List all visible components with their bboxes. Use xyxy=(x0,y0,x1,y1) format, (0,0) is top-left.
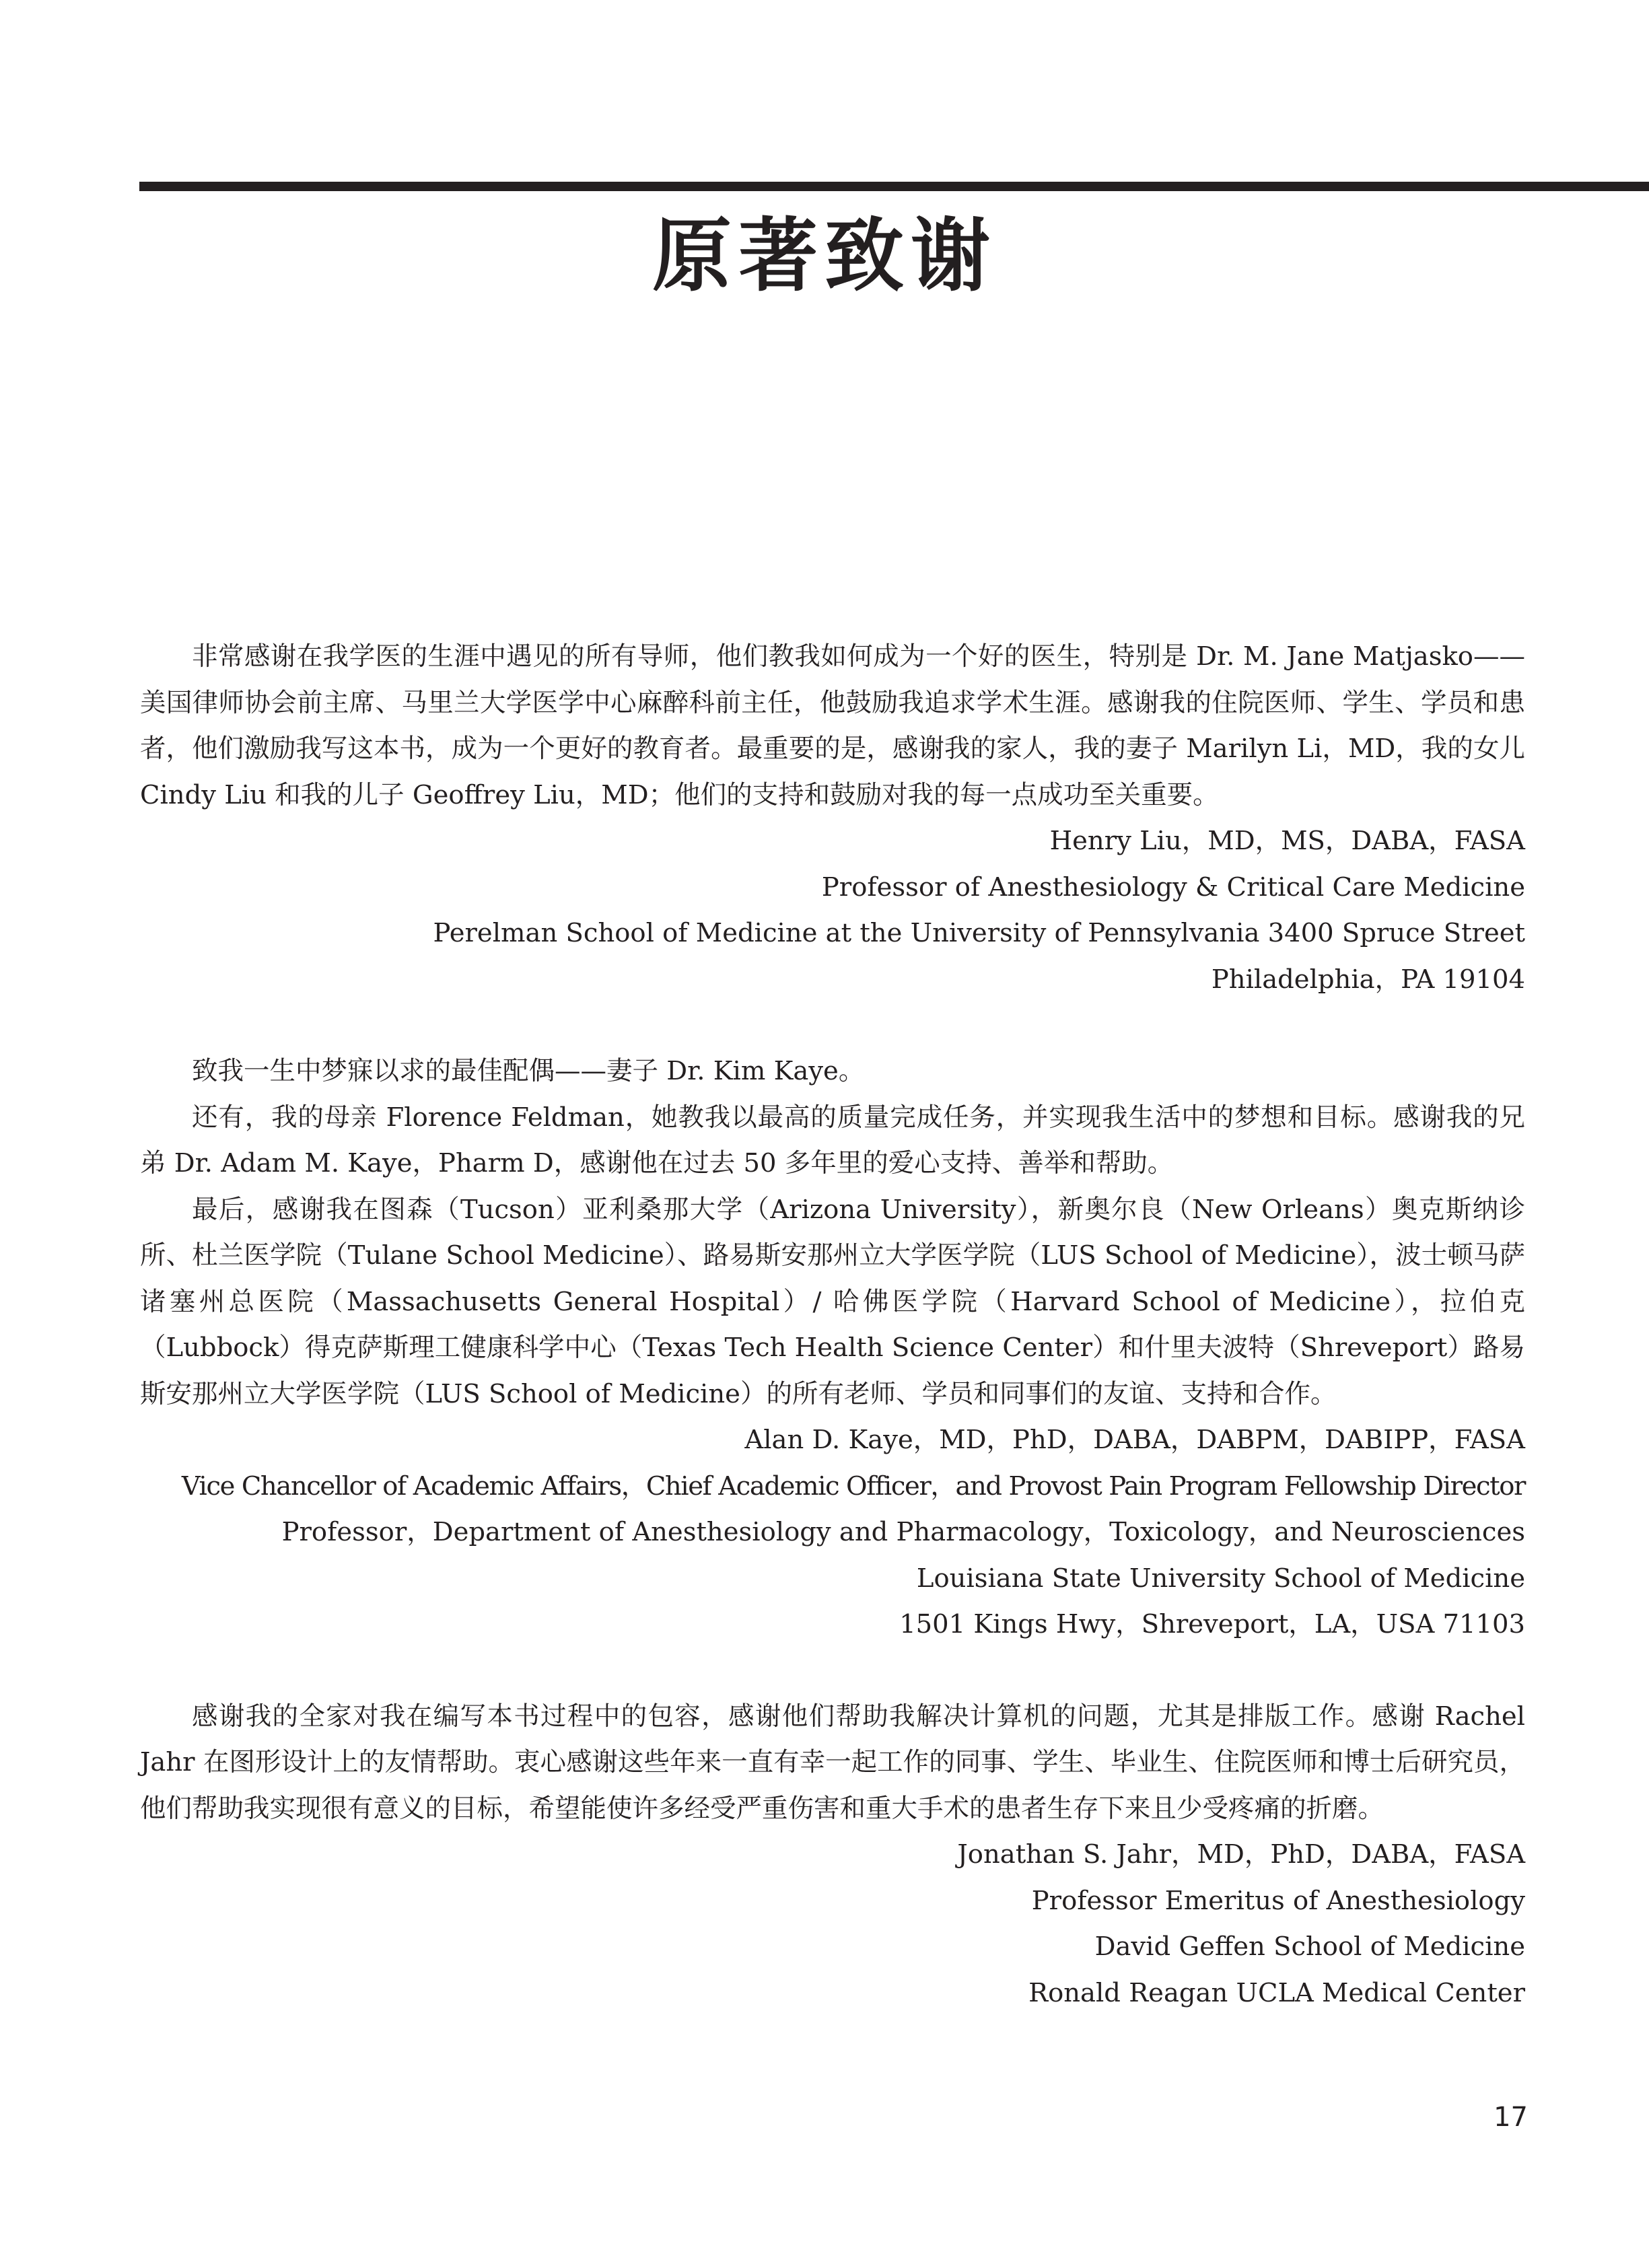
signature-block-kaye xyxy=(140,1417,1525,1648)
signature-institution-kaye: Louisiana State University School of Medicine xyxy=(916,1563,1525,1594)
signature-title-kaye: Vice Chancellor of Academic Affairs，Chief Academic Officer，and Provost Pain Program Fellowship Director xyxy=(181,1470,1525,1501)
signature-name-kaye: Alan D. Kaye，MD，PhD，DABA，DABPM，DABIPP，FASA xyxy=(744,1425,1525,1455)
header-rule xyxy=(139,182,1649,191)
signature-title-liu: Professor of Anesthesiology & Critical Care Medicine xyxy=(821,872,1525,902)
signature-address-kaye: 1501 Kings Hwy，Shreveport，LA，USA 71103 xyxy=(899,1609,1525,1639)
signature-institution-liu: Perelman School of Medicine at the University of Pennsylvania 3400 Spruce Street xyxy=(433,918,1525,948)
ack-paragraph-kaye-3: 最后，感谢我在图森（Tucson）亚利桑那大学（Arizona University），新奥尔良（New Orleans）奥克斯纳诊所、杜兰医学院（Tulane School Medicine）、路易斯安那州立大学医学院（LUS School of Medicine），波士顿马萨诸塞州总医院（Massachusetts General Hospital）/ 哈佛医学院（Harvard School of Medicine），拉伯克（Lubbock）得克萨斯理工健康科学中心（Texas Tech Health Science Center）和什里夫波特（Shreveport）路易斯安那州立大学医学院（LUS School of Medicine）的所有老师、学员和同事们的友谊、支持和合作。 xyxy=(140,1194,1525,1409)
ack-paragraph-jahr: 感谢我的全家对我在编写本书过程中的包容，感谢他们帮助我解决计算机的问题，尤其是排版工作。感谢 Rachel Jahr 在图形设计上的友情帮助。衷心感谢这些年来一直有幸一起工作的同事、学生、毕业生、住院医师和博士后研究员，他们帮助我实现很有意义的目标，希望能使许多经受严重伤害和重大手术的患者生存下来且少受疼痛的折磨。 xyxy=(140,1701,1525,1824)
page-number: 17 xyxy=(1494,2102,1528,2133)
signature-department-kaye: Professor，Department of Anesthesiology and Pharmacology，Toxicology，and Neurosciences xyxy=(281,1517,1525,1547)
signature-title-jahr: Professor Emeritus of Anesthesiology xyxy=(1031,1885,1525,1916)
ack-paragraph-liu: 非常感谢在我学医的生涯中遇见的所有导师，他们教我如何成为一个好的医生，特别是 Dr. M. Jane Matjasko——美国律师协会前主席、马里兰大学医学中心麻醉科前主任，他鼓励我追求学术生涯。感谢我的住院医师、学生、学员和患者，他们激励我写这本书，成为一个更好的教育者。最重要的是，感谢我的家人，我的妻子 Marilyn Li，MD，我的女儿 Cindy Liu 和我的儿子 Geoffrey Liu，MD；他们的支持和鼓励对我的每一点成功至关重要。 xyxy=(140,641,1525,810)
signature-address-liu: Philadelphia，PA 19104 xyxy=(1211,964,1525,995)
signature-name-jahr: Jonathan S. Jahr，MD，PhD，DABA，FASA xyxy=(957,1839,1525,1870)
ack-paragraph-kaye-2: 还有，我的母亲 Florence Feldman，她教我以最高的质量完成任务，并实现我生活中的梦想和目标。感谢我的兄弟 Dr. Adam M. Kaye，Pharm D，感谢他在过去 50 多年里的爱心支持、善举和帮助。 xyxy=(140,1102,1525,1178)
section-spacer xyxy=(140,1003,1525,1049)
signature-block-jahr xyxy=(140,1832,1525,2016)
signature-block-liu xyxy=(140,818,1525,1003)
ack-paragraph-kaye-1: 致我一生中梦寐以求的最佳配偶——妻子 Dr. Kim Kaye。 xyxy=(192,1056,865,1086)
section-spacer xyxy=(140,1648,1525,1694)
signature-center-jahr: Ronald Reagan UCLA Medical Center xyxy=(1028,1977,1525,2008)
signature-name-liu: Henry Liu，MD，MS，DABA，FASA xyxy=(1049,826,1525,856)
acknowledgments-body xyxy=(140,634,1525,2016)
page-title: 原著致谢 xyxy=(652,209,997,302)
signature-school-jahr: David Geffen School of Medicine xyxy=(1094,1932,1525,1962)
